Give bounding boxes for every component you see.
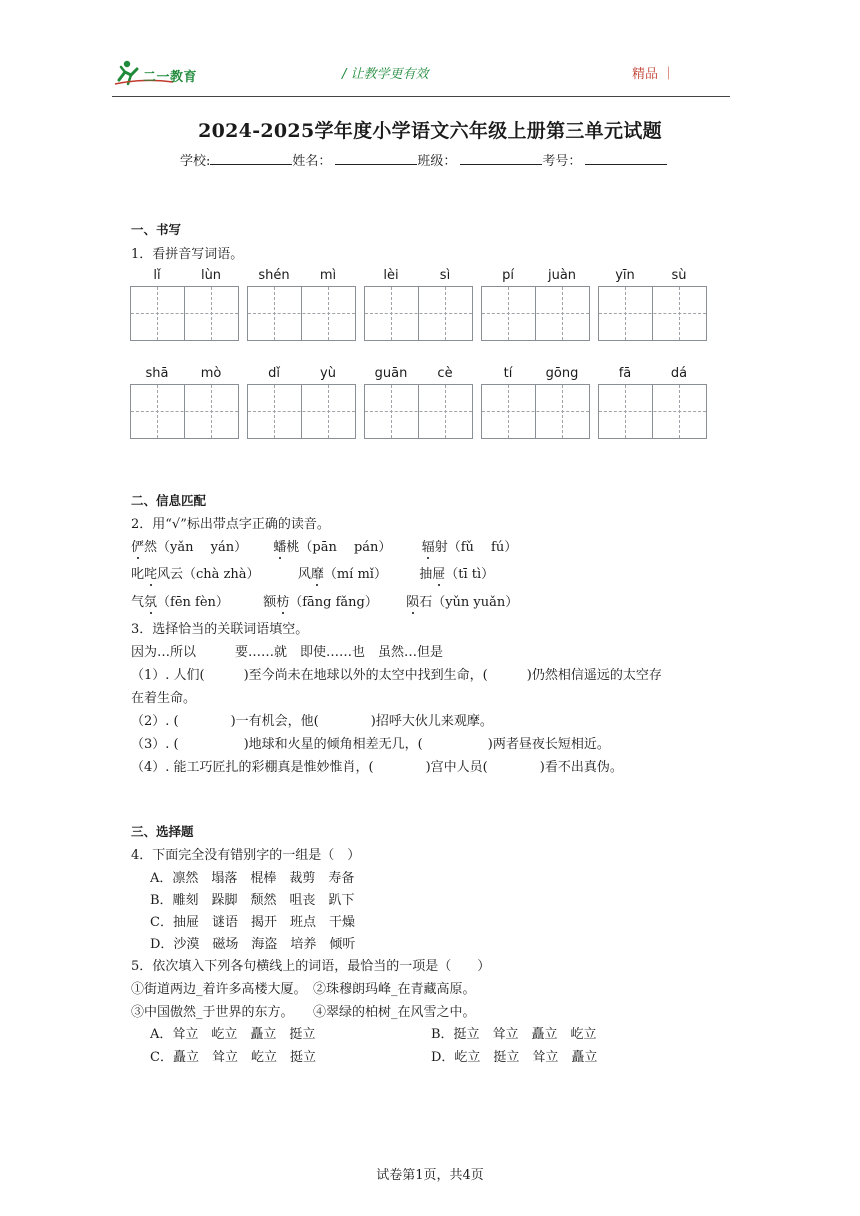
exam-no-field[interactable] bbox=[585, 150, 667, 165]
school-field[interactable] bbox=[210, 150, 292, 165]
pinyin-syllable: cè bbox=[437, 366, 453, 381]
pinyin-syllable: shén bbox=[258, 268, 290, 283]
question-3: 3．选择恰当的关联词语填空。 bbox=[131, 622, 309, 637]
pronunciation-row-2 bbox=[131, 563, 494, 582]
pinyin-syllable: guān bbox=[374, 366, 408, 381]
pinyin-syllable: mò bbox=[200, 366, 222, 381]
option-4b[interactable]: B．雕刻 跺脚 颓然 咀丧 趴下 bbox=[150, 893, 355, 908]
question-5-sentences-2: ③中国傲然_于世界的东方。 ④翠绿的柏树_在风雪之中。 bbox=[131, 1005, 476, 1020]
pinyin-syllable: yīn bbox=[615, 268, 635, 283]
question-3-3: （3）. ( )地球和火星的倾角相差无几，( )两者昼夜长短相近。 bbox=[131, 737, 610, 752]
header-tag: 精品 ｜ bbox=[632, 67, 676, 82]
question-3-1-cont: 在着生命。 bbox=[131, 691, 197, 706]
pronunciation-item[interactable]: 抽屉（tī tì） bbox=[419, 567, 494, 582]
question-1: 1．看拼音写词语。 bbox=[131, 247, 244, 262]
pinyin-syllable: pí bbox=[502, 268, 514, 283]
pinyin-syllable: sì bbox=[439, 268, 451, 283]
tianzige-writing-box[interactable] bbox=[598, 384, 707, 439]
tianzige-writing-box[interactable] bbox=[364, 286, 473, 341]
brand-name: 二一教育 bbox=[143, 70, 198, 85]
pronunciation-item[interactable]: 风靡（mí mǐ） bbox=[298, 567, 387, 582]
conjunction-options: 因为…所以 要……就 即使……也 虽然…但是 bbox=[131, 645, 444, 660]
section-heading-choice: 三、选择题 bbox=[131, 824, 194, 839]
class-field[interactable] bbox=[460, 150, 542, 165]
section-heading-matching: 二、信息匹配 bbox=[131, 493, 207, 508]
pronunciation-item[interactable]: 额枋（fāng fǎng） bbox=[263, 595, 378, 610]
question-5: 5．依次填入下列各句横线上的词语，最恰当的一项是（ ） bbox=[131, 959, 491, 974]
tianzige-writing-box[interactable] bbox=[130, 384, 239, 439]
pronunciation-item[interactable]: 蟠桃（pān pán） bbox=[273, 540, 391, 555]
tianzige-writing-box[interactable] bbox=[247, 286, 356, 341]
tianzige-writing-box[interactable] bbox=[130, 286, 239, 341]
question-3-1: （1）. 人们( )至今尚未在地球以外的太空中找到生命，( )仍然相信遥远的太空存 bbox=[131, 668, 662, 683]
pinyin-syllable: lèi bbox=[383, 268, 399, 283]
pronunciation-item[interactable]: 气氛（fēn fèn） bbox=[131, 595, 229, 610]
question-4: 4．下面完全没有错别字的一组是（ ） bbox=[131, 848, 361, 863]
option-5a[interactable]: A．耸立 屹立 矗立 挺立 bbox=[150, 1027, 316, 1042]
question-3-4: （4）. 能工巧匠扎的彩棚真是惟妙惟肖，( )宫中人员( )看不出真伪。 bbox=[131, 760, 623, 775]
tianzige-writing-box[interactable] bbox=[481, 384, 590, 439]
pinyin-syllable: lùn bbox=[200, 268, 222, 283]
pronunciation-item[interactable]: 辐射（fǔ fú） bbox=[422, 540, 518, 555]
student-info-line bbox=[180, 150, 667, 169]
option-4d[interactable]: D．沙漠 磁场 海盗 培养 倾听 bbox=[150, 937, 356, 952]
pinyin-syllable: gōng bbox=[545, 366, 579, 381]
pinyin-syllable: dǐ bbox=[268, 366, 280, 381]
section-heading-writing: 一、书写 bbox=[131, 222, 182, 237]
question-5-sentences-1: ①街道两边_着许多高楼大厦。 ②珠穆朗玛峰_在青藏高原。 bbox=[131, 982, 476, 997]
page-title: 2024-2025学年度小学语文六年级上册第三单元试题 bbox=[198, 120, 662, 142]
name-label: 姓名： bbox=[292, 154, 332, 169]
pinyin-syllable: lǐ bbox=[153, 268, 161, 283]
tianzige-writing-box[interactable] bbox=[481, 286, 590, 341]
pronunciation-row-1 bbox=[131, 536, 517, 555]
pinyin-syllable: shā bbox=[145, 366, 169, 381]
name-field[interactable] bbox=[335, 150, 417, 165]
header-slogan: / 让教学更有效 bbox=[342, 67, 429, 82]
question-3-2: （2）. ( )一有机会，他( )招呼大伙儿来观摩。 bbox=[131, 714, 493, 729]
pinyin-syllable: mì bbox=[319, 268, 337, 283]
exam-no-label: 考号： bbox=[542, 154, 582, 169]
pronunciation-row-3 bbox=[131, 591, 518, 610]
pinyin-syllable: fā bbox=[618, 366, 632, 381]
tianzige-writing-box[interactable] bbox=[598, 286, 707, 341]
pronunciation-item[interactable]: 俨然（yǎn yán） bbox=[131, 540, 247, 555]
class-label: 班级： bbox=[417, 154, 457, 169]
option-5b[interactable]: B．挺立 耸立 矗立 屹立 bbox=[431, 1027, 597, 1042]
option-4c[interactable]: C．抽屉 谜语 揭开 班点 干燥 bbox=[150, 915, 355, 930]
pronunciation-item[interactable]: 陨石（yǔn yuǎn） bbox=[406, 595, 518, 610]
school-label: 学校: bbox=[180, 154, 211, 169]
page-footer: 试卷第1页，共4页 bbox=[376, 1168, 484, 1183]
pronunciation-item[interactable]: 叱咤风云（chà zhà） bbox=[131, 567, 260, 582]
option-5d[interactable]: D．屹立 挺立 耸立 矗立 bbox=[431, 1050, 598, 1065]
tianzige-writing-box[interactable] bbox=[364, 384, 473, 439]
pinyin-syllable: tí bbox=[503, 366, 513, 381]
option-5c[interactable]: C．矗立 耸立 屹立 挺立 bbox=[150, 1050, 316, 1065]
pinyin-syllable: sù bbox=[671, 268, 687, 283]
header-divider bbox=[112, 96, 730, 97]
question-2: 2．用“√”标出带点字正确的读音。 bbox=[131, 517, 330, 532]
pinyin-syllable: juàn bbox=[547, 268, 577, 283]
pinyin-syllable: dá bbox=[670, 366, 688, 381]
pinyin-syllable: yù bbox=[320, 366, 336, 381]
option-4a[interactable]: A．凛然 塌落 棍棒 裁剪 寿备 bbox=[150, 871, 355, 886]
tianzige-writing-box[interactable] bbox=[247, 384, 356, 439]
